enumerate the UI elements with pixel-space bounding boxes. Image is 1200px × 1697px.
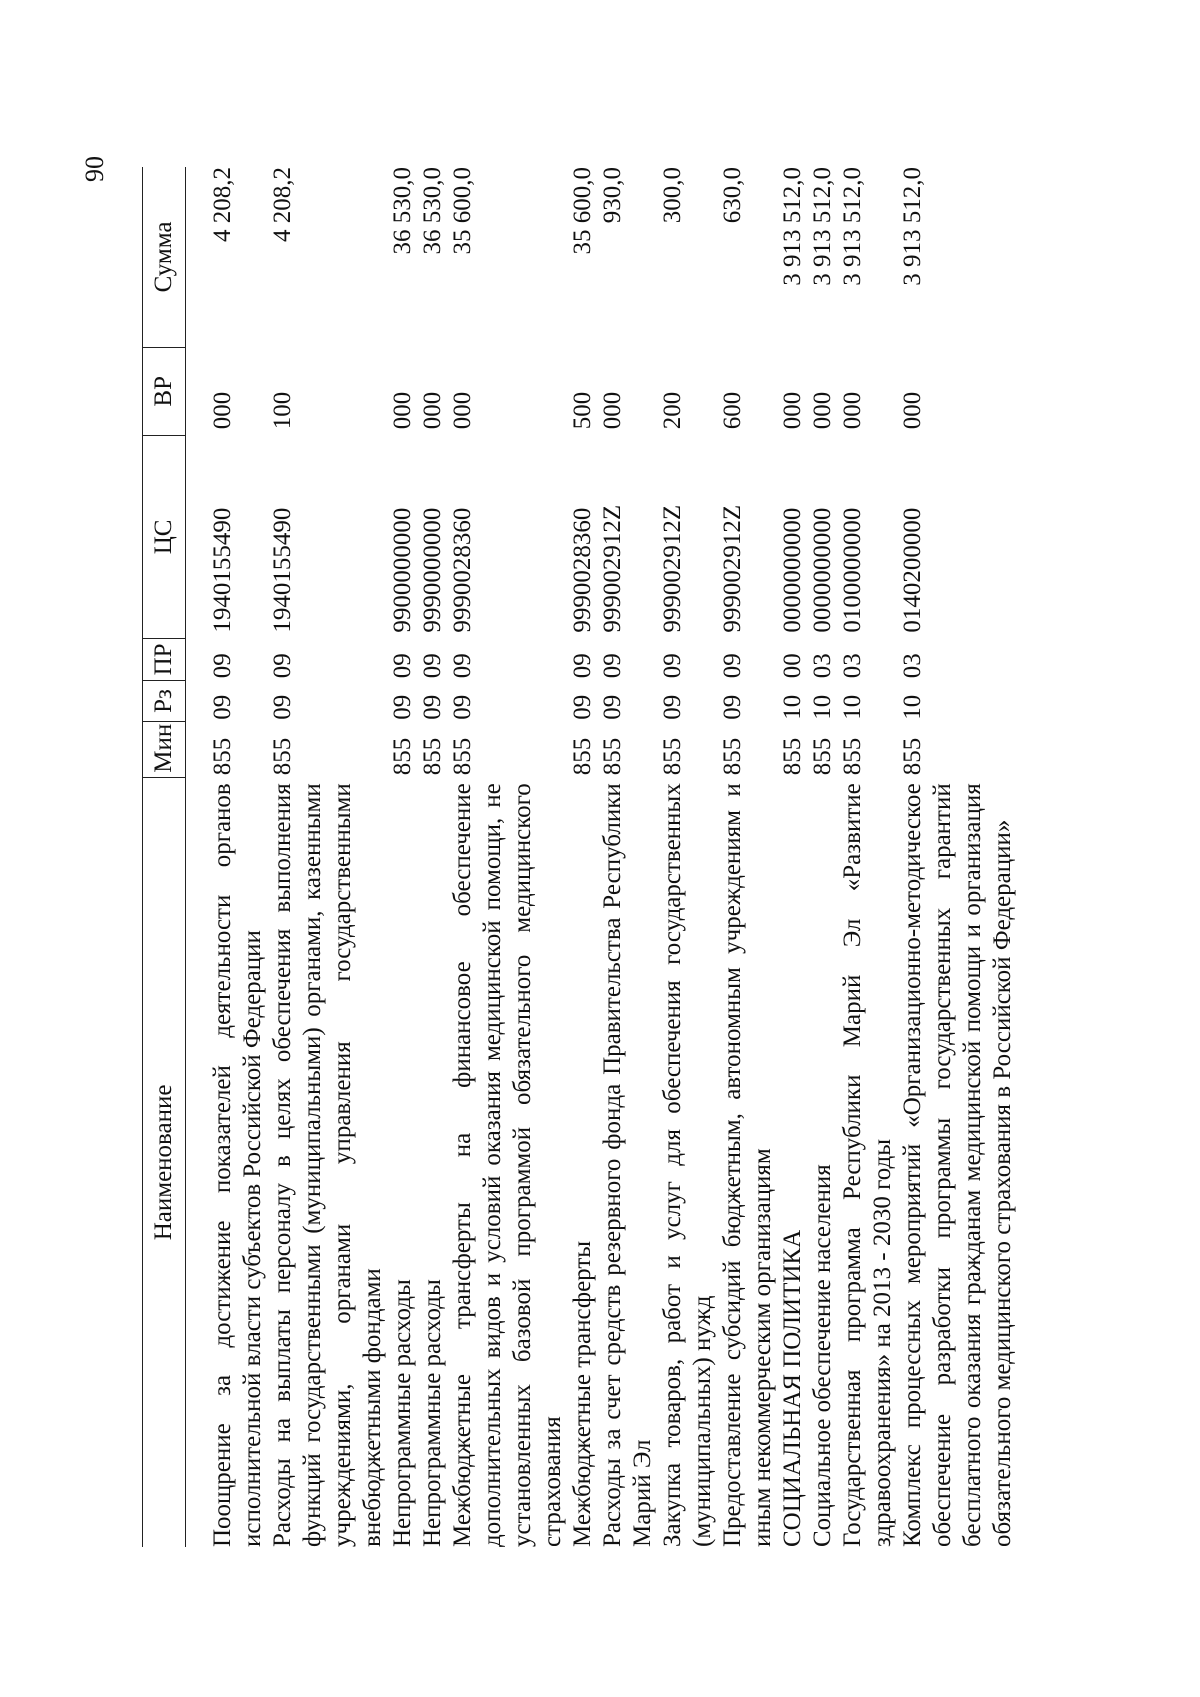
cell-pr: 09 — [719, 653, 746, 679]
cell-pr: 03 — [809, 653, 836, 679]
budget-table — [142, 167, 1018, 1547]
cell-amount: 35 600,0 — [569, 167, 596, 255]
header-pr: ПР — [143, 639, 186, 681]
cell-name: Комплекс процессных мероприятий «Организационно-методическое обеспечение разработки программы государственных гарантий бесплатного оказания гражданам медицинской помощи и организация обязательного медицинского страхования в Российской Федерации» — [899, 783, 1016, 1547]
cell-min: 855 — [809, 737, 836, 776]
cell-cs: 999002912Z — [599, 504, 626, 633]
cell-name: Межбюджетные трансферты — [569, 1240, 596, 1547]
cell-min: 855 — [839, 737, 866, 776]
cell-vr: 000 — [809, 391, 836, 430]
cell-cs: 0140200000 — [899, 507, 926, 633]
cell-rz: 10 — [809, 694, 836, 720]
cell-name: Непрограммные расходы — [389, 1279, 416, 1547]
table-row — [388, 167, 418, 1547]
table-row — [418, 167, 448, 1547]
cell-cs: 0000000000 — [779, 507, 806, 633]
cell-name: Закупка товаров, работ и услуг для обеспечения государственных (муниципальных) нужд — [659, 783, 716, 1547]
cell-name: Расходы за счет средств резервного фонда Правительства Республики Марий Эл — [599, 783, 656, 1547]
cell-amount: 3 913 512,0 — [899, 167, 926, 286]
cell-name: СОЦИАЛЬНАЯ ПОЛИТИКА — [779, 1229, 806, 1547]
cell-amount: 36 530,0 — [419, 167, 446, 255]
cell-cs: 999002912Z — [719, 504, 746, 633]
cell-vr: 000 — [419, 391, 446, 430]
header-cs: ЦС — [143, 435, 186, 638]
cell-name: Государственная программа Республики Марий Эл «Развитие здравоохранения» на 2013 - 2030 годы — [839, 783, 896, 1547]
cell-pr: 03 — [839, 653, 866, 679]
table-row — [778, 167, 808, 1547]
cell-amount: 630,0 — [719, 167, 746, 224]
cell-rz: 09 — [419, 694, 446, 720]
cell-min: 855 — [209, 737, 236, 776]
table-row — [568, 167, 598, 1547]
cell-vr: 000 — [389, 391, 416, 430]
cell-amount: 3 913 512,0 — [809, 167, 836, 286]
cell-name: Социальное обеспечение населения — [809, 1164, 836, 1547]
cell-rz: 09 — [389, 694, 416, 720]
cell-pr: 00 — [779, 653, 806, 679]
cell-rz: 09 — [449, 694, 476, 720]
cell-min: 855 — [449, 737, 476, 776]
cell-pr: 09 — [659, 653, 686, 679]
cell-rz: 10 — [839, 694, 866, 720]
cell-pr: 09 — [389, 653, 416, 679]
cell-vr: 000 — [899, 391, 926, 430]
header-min: Мин — [143, 722, 186, 777]
table-row — [186, 167, 269, 1547]
cell-vr: 000 — [599, 391, 626, 430]
table-header-row — [143, 167, 186, 1547]
cell-name: Межбюджетные трансферты на финансовое обеспечение дополнительных видов и условий оказания медицинской помощи, не установленных базовой программой обязательного медицинского страхования — [449, 783, 566, 1547]
cell-amount: 36 530,0 — [389, 167, 416, 255]
cell-amount: 3 913 512,0 — [779, 167, 806, 286]
cell-amount: 300,0 — [659, 167, 686, 224]
cell-rz: 10 — [899, 694, 926, 720]
cell-name: Поощрение за достижение показателей деятельности органов исполнительной власти субъектов Российской Федерации — [209, 783, 266, 1547]
cell-min: 855 — [569, 737, 596, 776]
table-body — [186, 167, 1019, 1547]
cell-cs: 1940155490 — [209, 507, 236, 633]
cell-name: Предоставление субсидий бюджетным, автономным учреждениям и иным некоммерческим организациям — [719, 783, 776, 1547]
header-name: Наименование — [143, 777, 186, 1547]
table-row — [598, 167, 658, 1547]
cell-rz: 09 — [569, 694, 596, 720]
cell-pr: 09 — [419, 653, 446, 679]
cell-vr: 500 — [569, 391, 596, 430]
cell-amount: 4 208,2 — [209, 167, 236, 242]
cell-cs: 9990028360 — [569, 507, 596, 633]
table-row — [898, 167, 1018, 1547]
cell-rz: 09 — [599, 694, 626, 720]
cell-name: Расходы на выплаты персоналу в целях обеспечения выполнения функций государственными (муниципальными) органами, казенными учреждениями, органами управления государственными внебюджетными фондами — [269, 783, 386, 1547]
cell-cs: 999002912Z — [659, 504, 686, 633]
table-row — [268, 167, 388, 1547]
cell-cs: 9990028360 — [449, 507, 476, 633]
cell-cs: 0000000000 — [809, 507, 836, 633]
header-rz: Рз — [143, 680, 186, 722]
cell-pr: 09 — [599, 653, 626, 679]
cell-pr: 03 — [899, 653, 926, 679]
cell-min: 855 — [419, 737, 446, 776]
table-row — [448, 167, 568, 1547]
cell-name: Непрограммные расходы — [419, 1279, 446, 1547]
cell-vr: 000 — [839, 391, 866, 430]
page-number: 90 — [80, 156, 109, 182]
cell-amount: 930,0 — [599, 167, 626, 224]
cell-vr: 000 — [209, 391, 236, 430]
cell-min: 855 — [269, 737, 296, 776]
cell-min: 855 — [659, 737, 686, 776]
cell-rz: 09 — [209, 694, 236, 720]
cell-min: 855 — [389, 737, 416, 776]
cell-rz: 09 — [269, 694, 296, 720]
cell-pr: 09 — [449, 653, 476, 679]
cell-rz: 09 — [659, 694, 686, 720]
cell-amount: 3 913 512,0 — [839, 167, 866, 286]
cell-vr: 600 — [719, 391, 746, 430]
table-row — [718, 167, 778, 1547]
cell-vr: 000 — [449, 391, 476, 430]
cell-vr: 000 — [779, 391, 806, 430]
cell-rz: 10 — [779, 694, 806, 720]
header-vr: ВР — [143, 347, 186, 435]
cell-min: 855 — [899, 737, 926, 776]
cell-amount: 35 600,0 — [449, 167, 476, 255]
table-row — [658, 167, 718, 1547]
cell-vr: 200 — [659, 391, 686, 430]
table-row — [838, 167, 898, 1547]
cell-min: 855 — [779, 737, 806, 776]
cell-rz: 09 — [719, 694, 746, 720]
table-row — [808, 167, 838, 1547]
cell-pr: 09 — [209, 653, 236, 679]
cell-cs: 9900000000 — [389, 507, 416, 633]
cell-cs: 9990000000 — [419, 507, 446, 633]
cell-amount: 4 208,2 — [269, 167, 296, 242]
header-amount: Сумма — [143, 167, 186, 347]
cell-pr: 09 — [569, 653, 596, 679]
cell-cs: 1940155490 — [269, 507, 296, 633]
cell-vr: 100 — [269, 391, 296, 430]
cell-pr: 09 — [269, 653, 296, 679]
cell-cs: 0100000000 — [839, 507, 866, 633]
cell-min: 855 — [719, 737, 746, 776]
cell-min: 855 — [599, 737, 626, 776]
